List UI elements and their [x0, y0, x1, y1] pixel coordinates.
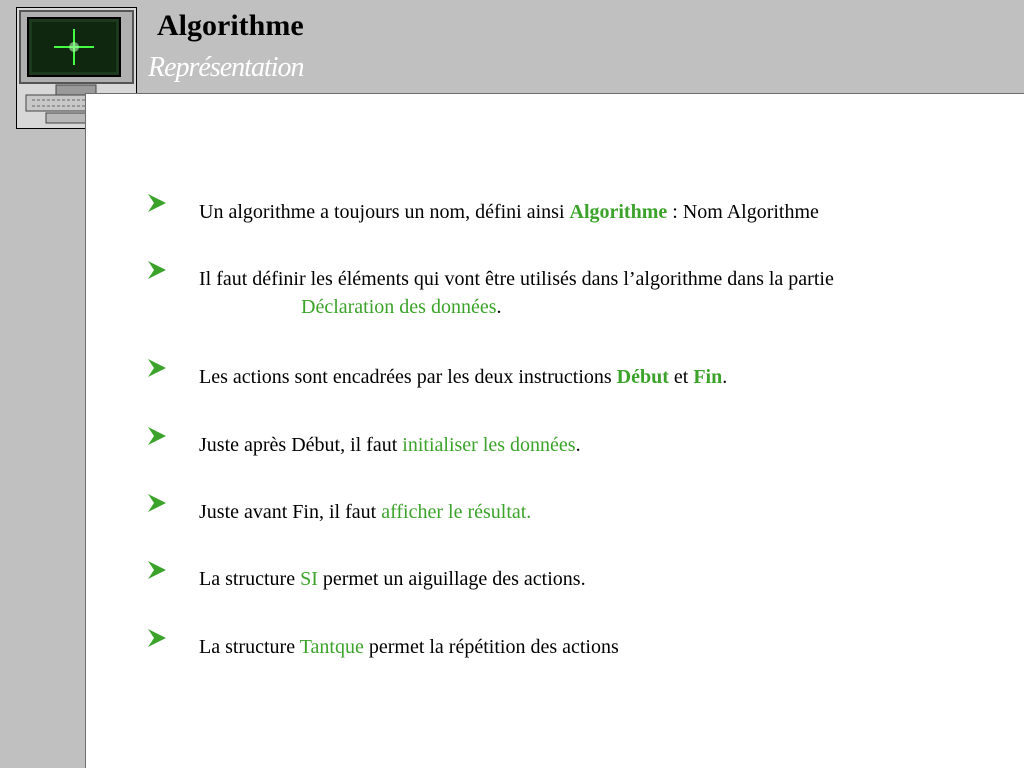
arrow-bullet-icon	[146, 259, 168, 281]
arrow-bullet-icon	[146, 425, 168, 447]
keyword: Fin	[693, 366, 723, 388]
keyword: afficher le résultat.	[381, 501, 532, 523]
slide-header	[0, 0, 1024, 93]
keyword: Algorithme	[569, 201, 668, 223]
arrow-bullet-icon	[146, 357, 168, 379]
arrow-bullet-icon	[146, 492, 168, 514]
keyword: Début	[616, 366, 669, 388]
slide-content: Un algorithme a toujours un nom, défini ainsi Algorithme : Nom Algorithme Il faut définir les éléments qui vont être utilisés dans l’algorithme dans la partie Déclaration des données. Les actions sont encadrées par les deux instructions Début et Fin. Juste après Début, il faut initialiser les données. Juste avant Fin, il faut afficher le résultat. La structure SI permet un aiguillage des actions. La structure Tantque permet la répétition des actions	[85, 93, 1024, 768]
arrow-bullet-icon	[146, 192, 168, 214]
keyword: initialiser les données	[402, 434, 576, 456]
arrow-bullet-icon	[146, 627, 168, 649]
keyword: SI	[300, 568, 318, 590]
keyword: Déclaration des données	[301, 296, 497, 318]
slide-subtitle: Représentation	[148, 52, 304, 83]
slide-title: Algorithme	[157, 9, 304, 42]
arrow-bullet-icon	[146, 559, 168, 581]
keyword: Tantque	[299, 636, 364, 658]
